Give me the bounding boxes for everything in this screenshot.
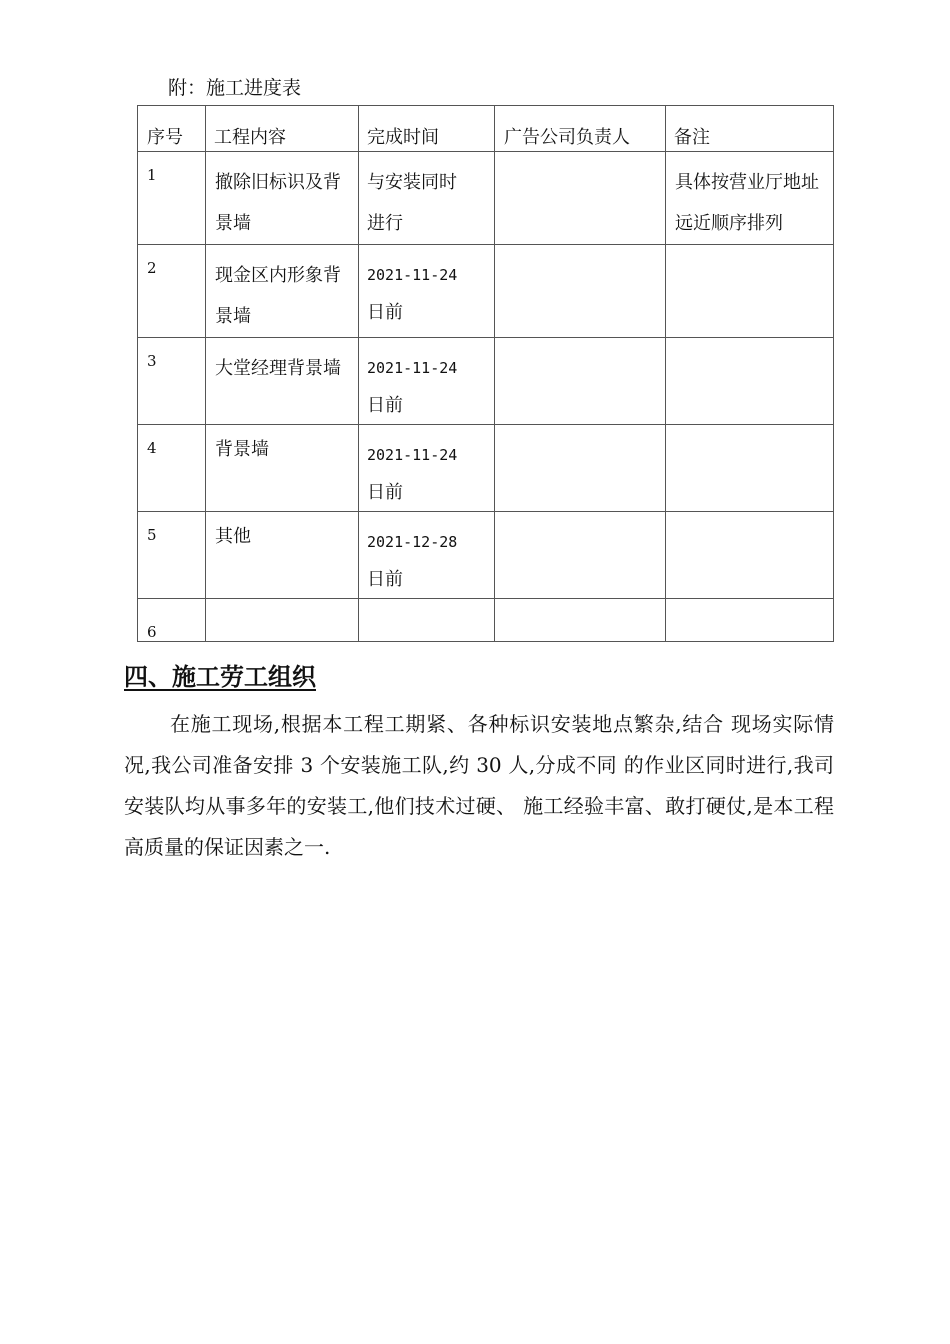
cell-owner [495,599,666,642]
cell-no: 6 [138,599,206,642]
section-heading: 四、施工劳工组织 [124,663,316,691]
cell-note [666,512,834,599]
cell-no: 3 [138,338,206,425]
cell-no: 2 [138,245,206,338]
cell-item: 背景墙 [206,425,359,512]
header-cell-note: 备注 [666,106,834,152]
cell-no: 1 [138,152,206,245]
header-cell-time: 完成时间 [359,106,495,152]
header-cell-no: 序号 [138,106,206,152]
cell-no: 5 [138,512,206,599]
table-caption: 附：施工进度表 [168,77,302,99]
cell-item: 现金区内形象背景墙 [206,245,359,338]
section-paragraph: 在施工现场,根据本工程工期紧、各种标识安装地点繁杂,结合 现场实际情况,我公司准备安排 3 个安装施工队,约 30 人,分成不同 的作业区同时进行,我司安装队均从事多年的安装工,他们技术过硬、 施工经验丰富、敢打硬仗,是本工程高质量的保证因素之一. [124,712,834,859]
table-row [138,245,834,338]
cell-owner [495,512,666,599]
cell-owner [495,338,666,425]
cell-item: 大堂经理背景墙 [206,338,359,425]
cell-time: 2021-11-24 日前 [359,338,495,425]
schedule-table [137,105,834,642]
cell-time: 2021-11-24 日前 [359,245,495,338]
table-header-row [138,106,834,152]
cell-item: 其他 [206,512,359,599]
cell-time [359,599,495,642]
cell-note [666,245,834,338]
cell-owner [495,245,666,338]
cell-item [206,599,359,642]
table-row [138,152,834,245]
cell-item: 撤除旧标识及背景墙 [206,152,359,245]
cell-note [666,338,834,425]
cell-no: 4 [138,425,206,512]
cell-owner [495,152,666,245]
cell-time: 2021-12-28 日前 [359,512,495,599]
cell-time: 与安装同时 进行 [359,152,495,245]
cell-owner [495,425,666,512]
table-row [138,338,834,425]
cell-time: 2021-11-24 日前 [359,425,495,512]
cell-note [666,599,834,642]
table-row [138,425,834,512]
cell-note [666,425,834,512]
table-row [138,599,834,642]
header-cell-item: 工程内容 [206,106,359,152]
cell-note: 具体按营业厅地址远近顺序排列 [666,152,834,245]
header-cell-owner: 广告公司负责人 [495,106,666,152]
table-row [138,512,834,599]
